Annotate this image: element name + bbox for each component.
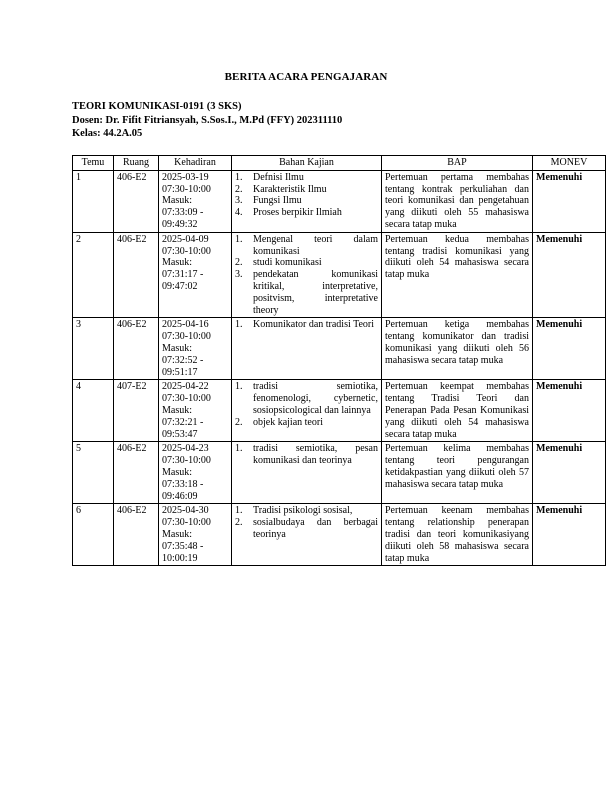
topic-item [235, 443, 378, 467]
topics-cell [232, 380, 382, 442]
monev-status: Memenuhi [533, 232, 606, 318]
attendance-cell [159, 170, 232, 232]
header-monev: MONEV [533, 156, 606, 171]
topics-cell [232, 504, 382, 566]
header-bap: BAP [382, 156, 533, 171]
header-temu: Temu [73, 156, 114, 171]
header-bahan-kajian: Bahan Kajian [232, 156, 382, 171]
topic-item [235, 207, 378, 219]
check-in-time: 07:32:52 - [162, 354, 204, 366]
table-row [73, 318, 606, 380]
attendance-time: 07:30-10:00 [162, 517, 211, 529]
attendance-cell [159, 442, 232, 504]
topic-number: 1. [235, 233, 243, 245]
check-in-label: Masuk: [162, 257, 192, 269]
lecturer-name: Dosen: Dr. Fifit Fitriansyah, S.Sos.I., M.Pd (FFY) 202311110 [72, 114, 343, 126]
topic-list [235, 172, 378, 219]
table-row [73, 232, 606, 318]
attendance-time: 07:30-10:00 [162, 393, 211, 405]
check-out-time: 09:47:02 [162, 280, 198, 292]
topic-item [235, 417, 378, 429]
attendance-cell [159, 232, 232, 318]
monev-status: Memenuhi [533, 318, 606, 380]
room-code: 406-E2 [114, 232, 159, 318]
document-title: BERITA ACARA PENGAJARAN [224, 71, 388, 83]
attendance-date: 2025-04-23 [162, 443, 209, 455]
bap-summary: Pertemuan keempat membahas tentang Tradisi Teori dan Penerapan Pada Pesan Komunikasi yang diikuti oleh 54 mahasiswa secara tatap muka [382, 380, 533, 442]
attendance-time: 07:30-10:00 [162, 455, 211, 467]
table-row [73, 380, 606, 442]
check-in-time: 07:32:21 - [162, 416, 204, 428]
attendance-time: 07:30-10:00 [162, 245, 211, 257]
topic-text: objek kajian teori [253, 416, 323, 428]
attendance-cell [159, 318, 232, 380]
check-in-label: Masuk: [162, 195, 192, 207]
check-out-time: 10:00:19 [162, 552, 198, 564]
meeting-number: 5 [73, 442, 114, 504]
course-info [72, 100, 342, 141]
bap-summary: Pertemuan pertama membahas tentang kontrak perkuliahan dan teori komunikasi dan pengetahuan yang diikuti oleh 55 mahasiswa secara tatap muka [382, 170, 533, 232]
check-in-time: 07:31:17 - [162, 269, 204, 281]
room-code: 406-E2 [114, 318, 159, 380]
topic-number: 2. [235, 183, 243, 195]
table-row [73, 442, 606, 504]
topic-item [235, 269, 378, 316]
topic-text: Komunikator dan tradisi Teori [253, 319, 375, 331]
teaching-record-table [72, 155, 606, 566]
attendance-time: 07:30-10:00 [162, 183, 211, 195]
check-in-time: 07:35:48 - [162, 540, 204, 552]
topic-item [235, 257, 378, 269]
topic-number: 3. [235, 269, 243, 281]
room-code: 406-E2 [114, 442, 159, 504]
topic-text: tradisi semiotika, fenomenologi, cybernetic, sosiopsicological dan lainnya [253, 381, 378, 416]
topic-text: sosialbudaya dan berbagai teorinya [253, 517, 378, 540]
topic-number: 2. [235, 517, 243, 529]
topic-item [235, 172, 378, 184]
topic-number: 1. [235, 381, 243, 393]
room-code: 406-E2 [114, 504, 159, 566]
topic-text: Defnisi Ilmu [253, 171, 304, 183]
attendance-cell [159, 380, 232, 442]
check-in-label: Masuk: [162, 342, 192, 354]
monev-status: Memenuhi [533, 442, 606, 504]
topic-number: 1. [235, 505, 243, 517]
check-in-label: Masuk: [162, 466, 192, 478]
monev-status: Memenuhi [533, 380, 606, 442]
attendance-cell [159, 504, 232, 566]
attendance-date: 2025-04-30 [162, 505, 209, 517]
topic-text: Mengenal teori dalam komunikasi [253, 233, 378, 257]
check-in-label: Masuk: [162, 528, 192, 540]
topic-item [235, 184, 378, 196]
check-in-time: 07:33:18 - [162, 478, 204, 490]
topic-list [235, 381, 378, 428]
topic-item [235, 505, 378, 517]
bap-summary: Pertemuan ketiga membahas tentang komunikator dan tradisi komunikasi yang diikuti oleh 56 mahasiswa secara tatap muka [382, 318, 533, 380]
topic-number: 1. [235, 171, 243, 183]
check-out-time: 09:49:32 [162, 218, 198, 230]
topic-number: 3. [235, 195, 243, 207]
bap-summary: Pertemuan kelima membahas tentang teori pengurangan ketidakpastian yang diikuti oleh 57 mahasiswa secara tatap muka [382, 442, 533, 504]
topic-text: studi komunikasi [253, 257, 322, 269]
topics-cell [232, 442, 382, 504]
topic-text: Proses berpikir Ilmiah [253, 207, 342, 219]
topics-cell [232, 318, 382, 380]
monev-status: Memenuhi [533, 170, 606, 232]
topic-list [235, 234, 378, 317]
check-out-time: 09:51:17 [162, 366, 198, 378]
topic-number: 1. [235, 319, 243, 331]
topic-item [235, 234, 378, 258]
header-kehadiran: Kehadiran [159, 156, 232, 171]
table-header-row [73, 156, 606, 171]
attendance-date: 2025-04-09 [162, 233, 209, 245]
meeting-number: 4 [73, 380, 114, 442]
topic-list [235, 443, 378, 467]
bap-summary: Pertemuan keenam membahas tentang relationship penerapan tradisi dan teori komunikasiyang diikuti oleh 58 mahasiswa secara tatap muka [382, 504, 533, 566]
bap-summary: Pertemuan kedua membahas tentang tradisi komunikasi yang diikuti oleh 54 mahasiswa secara tatap muka [382, 232, 533, 318]
topic-list [235, 319, 378, 331]
topic-text: Tradisi psikologi sosisal, [253, 505, 353, 517]
header-ruang: Ruang [114, 156, 159, 171]
check-in-label: Masuk: [162, 404, 192, 416]
attendance-date: 2025-04-22 [162, 381, 209, 393]
topic-text: pendekatan komunikasi kritikal, interpretative, positvism, interpretative theory [253, 269, 378, 316]
topic-text: tradisi semiotika, pesan komunikasi dan teorinya [253, 443, 378, 467]
room-code: 406-E2 [114, 170, 159, 232]
check-out-time: 09:53:47 [162, 428, 198, 440]
meeting-number: 3 [73, 318, 114, 380]
topics-cell [232, 232, 382, 318]
topic-item [235, 319, 378, 331]
attendance-time: 07:30-10:00 [162, 331, 211, 343]
topic-number: 4. [235, 207, 243, 219]
meeting-number: 6 [73, 504, 114, 566]
table-row [73, 504, 606, 566]
check-in-time: 07:33:09 - [162, 207, 204, 219]
monev-status: Memenuhi [533, 504, 606, 566]
topic-item [235, 381, 378, 416]
check-out-time: 09:46:09 [162, 490, 198, 502]
topic-item [235, 195, 378, 207]
course-name: TEORI KOMUNIKASI-0191 (3 SKS) [72, 101, 242, 112]
table-row [73, 170, 606, 232]
attendance-date: 2025-03-19 [162, 171, 209, 183]
topic-number: 1. [235, 443, 243, 455]
topic-number: 2. [235, 416, 243, 428]
topic-number: 2. [235, 257, 243, 269]
topic-list [235, 505, 378, 540]
meeting-number: 1 [73, 170, 114, 232]
meeting-number: 2 [73, 232, 114, 318]
topics-cell [232, 170, 382, 232]
topic-text: Fungsi Ilmu [253, 195, 302, 207]
room-code: 407-E2 [114, 380, 159, 442]
class-code: Kelas: 44.2A.05 [72, 128, 143, 139]
attendance-date: 2025-04-16 [162, 319, 209, 331]
topic-text: Karakteristik Ilmu [253, 183, 327, 195]
topic-item [235, 517, 378, 541]
